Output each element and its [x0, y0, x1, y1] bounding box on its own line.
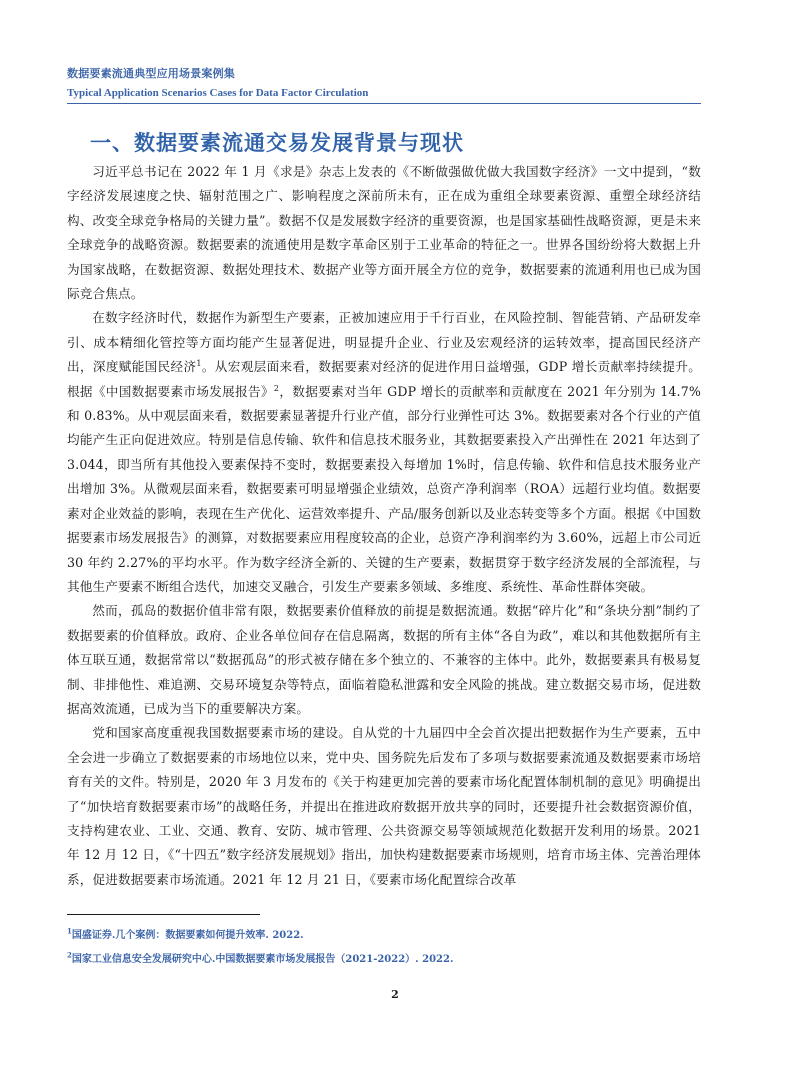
paragraph-1: 习近平总书记在 2022 年 1 月《求是》杂志上发表的《不断做强做优做大我国数字经济》一文中提到，“数字经济发展速度之快、辐射范围之广、影响程度之深前所未有，正在成为重组全球要素资源、重塑全球经济结构、改变全球竞争格局的关键力量”。数据不仅是发展数字经济的重要资源，也是国家基础性战略资源，更是未来全球竞争的战略资源。数据要素的流通使用是数字革命区别于工业革命的特征之一。世界各国纷纷将大数据上升为国家战略，在数据资源、数据处理技术、数据产业等方面开展全方位的竞争，数据要素的流通利用也已成为国际竞合焦点。 — [67, 164, 701, 302]
paragraph-3: 然而，孤岛的数据价值非常有限，数据要素价值释放的前提是数据流通。数据“碎片化”和“条块分割”制约了数据要素的价值释放。政府、企业各单位间存在信息隔离，数据的所有主体“各自为政”，难以和其他数据所有主体互联互通，数据常常以“数据孤岛”的形式被存储在多个独立的、不兼容的主体中。此外，数据要素具有极易复制、非排他性、难追溯、交易环境复杂等特点，面临着隐私泄露和安全风险的挑战。建立数据交易市场，促进数据高效流通，已成为当下的重要解决方案。 — [67, 603, 701, 716]
paragraph-2-part-b: 。从宏观层面来看，数据要素对经济的促进作用日益增强，GDP 增长贡献率持续提升。根据《中国数据要素市场发展报告》 — [67, 359, 701, 399]
footnote-mark: 2 — [67, 950, 72, 960]
footnote-text: 国家工业信息安全发展研究中心.中国数据要素市场发展报告（2021-2022）. 2022. — [71, 954, 454, 965]
header-title-en: Typical Application Scenarios Cases for Data Factor Circulation — [67, 87, 369, 99]
paragraph-2 — [67, 306, 701, 599]
footnote-text: 国盛证券.几个案例：数据要素如何提升效率. 2022. — [71, 930, 304, 941]
body-text — [67, 160, 701, 892]
running-header — [67, 66, 701, 102]
footnote-ref-2[interactable]: 2 — [273, 383, 280, 393]
header-divider — [67, 103, 701, 104]
footnote-ref-1[interactable]: 1 — [196, 359, 202, 369]
footnote-divider — [67, 914, 260, 915]
paragraph-2-part-a: 在数字经济时代，数据作为新型生产要素，正被加速应用于千行百业，在风险控制、智能营销、产品研发牵引、成本精细化管控等方面均能产生显著促进，明显提升企业、行业及宏观经济的运转效率，提高国民经济产出，深度赋能国民经济 — [67, 310, 701, 375]
header-title-cn: 数据要素流通典型应用场景案例集 — [67, 67, 235, 80]
footnote-2 — [67, 948, 701, 972]
footnote-mark: 1 — [67, 926, 72, 936]
page-number: 2 — [391, 988, 399, 1001]
footnotes — [67, 924, 701, 972]
section-title: 一、数据要素流通交易发展背景与现状 — [90, 131, 464, 155]
paragraph-2-part-c: ，数据要素对当年 GDP 增长的贡献率和贡献度在 2021 年分别为 14.7%和 0.83%。从中观层面来看，数据要素显著提升行业产值，部分行业弹性可达 3%。数据要素对各个行业的产值均能产生正向促进效应。特别是信息传输、软件和信息技术服务业，其数据要素投入产出弹性在 2021 年达到了 3.044，即当所有其他投入要素保持不变时，数据要素投入每增加 1%时，信息传输、软件和信息技术服务业产出增加 3%。从微观层面来看，数据要素可明显增强企业绩效，总资产净利润率（ROA）远超行业均值。数据要素对企业效益的影响，表现在生产优化、运营效率提升、产品/服务创新以及业态转变等多个方面。根据《中国数据要素市场发展报告》的测算，对数据要素应用程度较高的企业，总资产净利润率约为 3.60%，远超上市公司近 30 年约 2.27%的平均水平。作为数字经济全新的、关键的生产要素，数据贯穿于数字经济发展的全部流程，与其他生产要素不断组合迭代，加速交叉融合，引发生产要素多领域、多维度、系统性、革命性群体突破。 — [67, 383, 701, 594]
paragraph-4: 党和国家高度重视我国数据要素市场的建设。自从党的十九届四中全会首次提出把数据作为生产要素，五中全会进一步确立了数据要素的市场地位以来，党中央、国务院先后发布了多项与数据要素流通及数据要素市场培育有关的文件。特别是，2020 年 3 月发布的《关于构建更加完善的要素市场化配置体制机制的意见》明确提出了“加快培育数据要素市场”的战略任务，并提出在推进政府数据开放共享的同时，还要提升社会数据资源价值，支持构建农业、工业、交通、教育、安防、城市管理、公共资源交易等领域规范化数据开发利用的场景。2021 年 12 月 12 日，《“十四五”数字经济发展规划》指出，加快构建数据要素市场规则，培育市场主体、完善治理体系，促进数据要素市场流通。2021 年 12 月 21 日，《要素市场化配置综合改革 — [67, 725, 701, 887]
footnote-1 — [67, 924, 701, 948]
